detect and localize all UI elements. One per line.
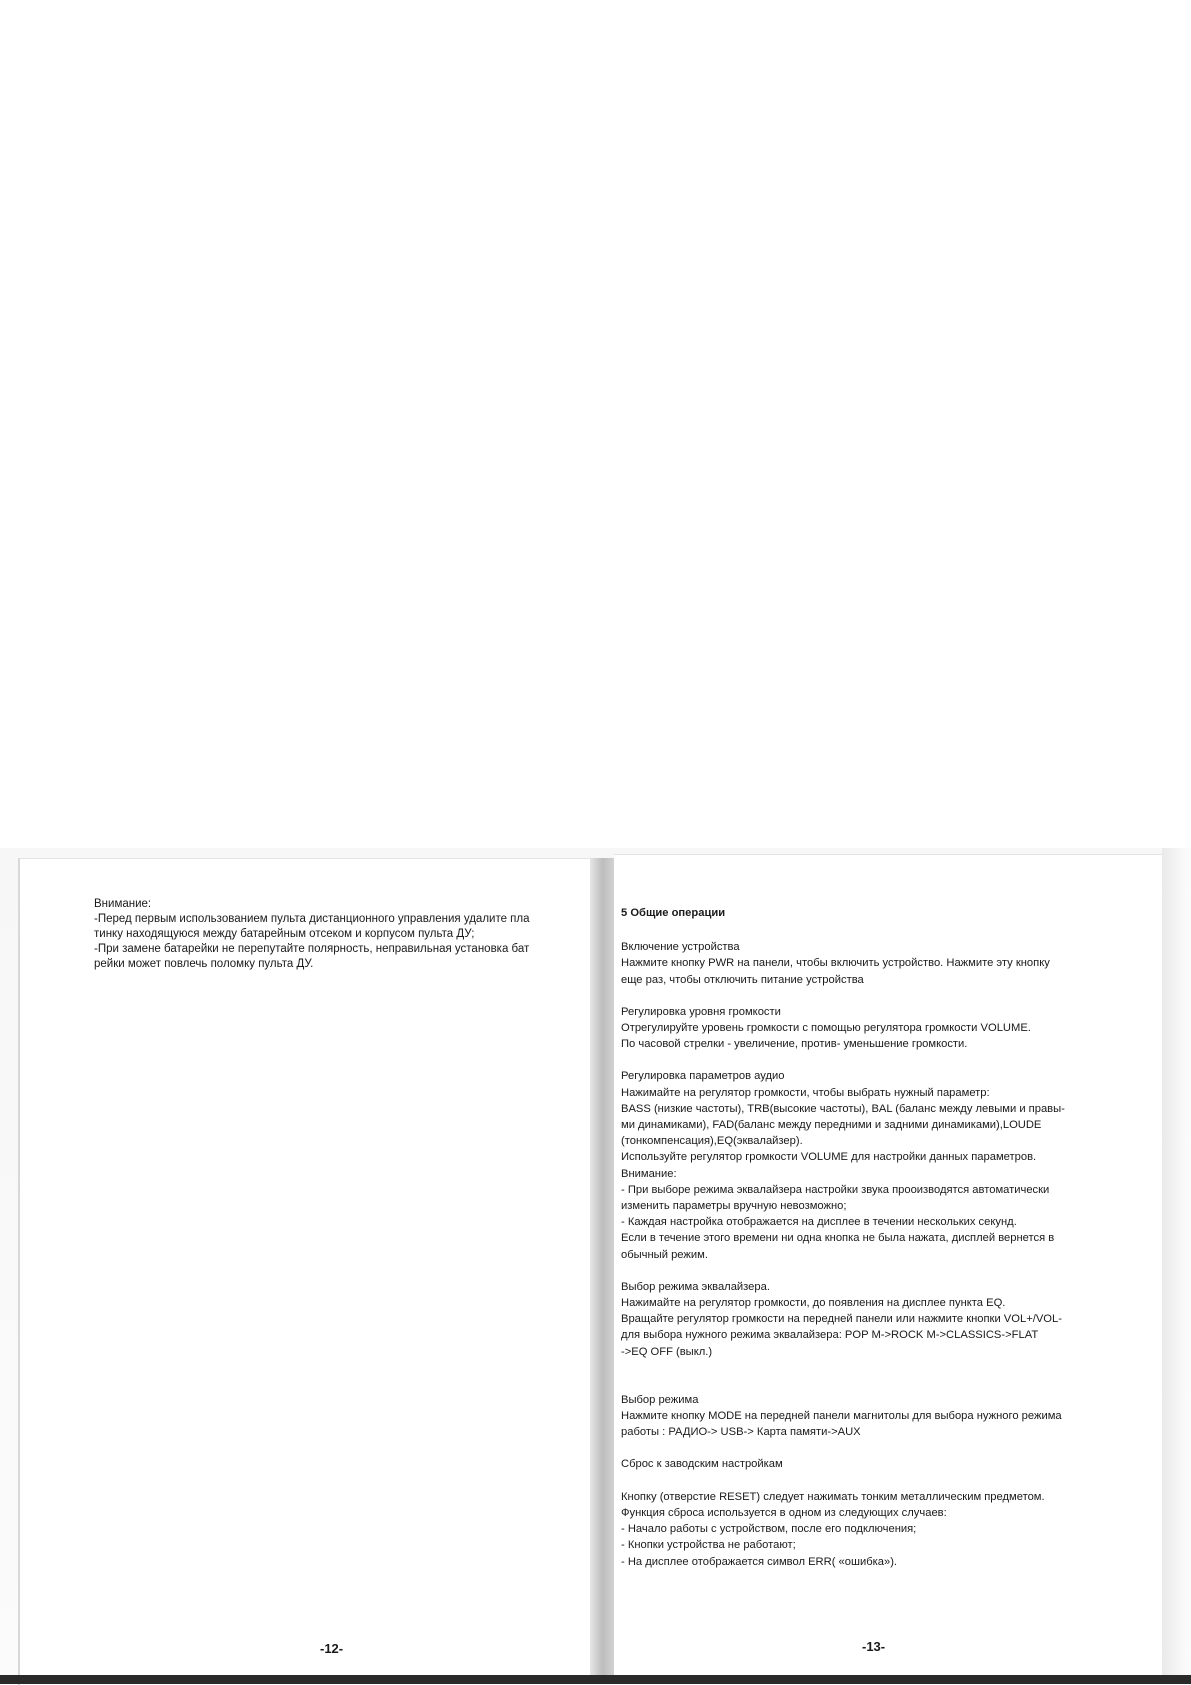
notice-line: -При замене батарейки не перепутайте полярность, неправильная установка бат (94, 943, 530, 955)
notice-line: рейки может повлечь поломку пульта ДУ. (94, 958, 314, 970)
block-heading: Регулировка уровня громкости (621, 1005, 781, 1018)
right-page (614, 854, 1164, 1685)
text-line: Нажимайте на регулятор громкости, чтобы выбрать нужный параметр: (621, 1086, 990, 1099)
scan-bottom-edge (0, 1675, 1191, 1684)
text-line: - Кнопки устройства не работают; (621, 1539, 796, 1552)
text-line: - Каждая настройка отображается на дисплее в течении нескольких секунд. (621, 1216, 1017, 1229)
text-line: - На дисплее отображается символ ERR( «ошибка»). (621, 1555, 898, 1568)
text-line: Нажмите кнопку PWR на панели, чтобы включить устройство. Нажмите эту кнопку (621, 957, 1050, 970)
block-heading: Включение устройства (621, 941, 740, 954)
block-reset-heading (621, 1456, 1156, 1472)
right-page-content (621, 905, 1156, 1586)
text-line: Вращайте регулятор громкости на передней панели или нажмите кнопки VOL+/VOL- (621, 1313, 1062, 1326)
text-line: Кнопку (отверстие RESET) следует нажимать тонким металлическим предметом. (621, 1490, 1045, 1503)
text-line: Отрегулируйте уровень громкости с помощью регулятора громкости VOLUME. (621, 1022, 1031, 1035)
page-edge (1162, 848, 1191, 1684)
text-line: BASS (низкие частоты), TRB(высокие частоты), BAL (баланс между левыми и правы- (621, 1102, 1065, 1115)
text-line: изменить параметры вручную невозможно; (621, 1200, 847, 1213)
text-line: для выбора нужного режима эквалайзера: POP M->ROCK M->CLASSICS->FLAT (621, 1329, 1039, 1342)
block-equalizer (621, 1279, 1156, 1360)
block-audio-params (621, 1068, 1156, 1262)
block-heading: Сброс к заводским настройкам (621, 1458, 783, 1471)
text-line: Нажмите кнопку MODE на передней панели магнитолы для выбора нужного режима (621, 1410, 1062, 1423)
text-line: - Начало работы с устройством, после его подключения; (621, 1523, 917, 1536)
page-number-left: -12- (320, 1641, 344, 1656)
text-line: ми динамиками), FAD(баланс между передними и задними динамиками),LOUDE (621, 1119, 1042, 1132)
notice-line: Внимание: (94, 898, 152, 910)
left-page (18, 858, 595, 1685)
text-line: Функция сброса используется в одном из следующих случаев: (621, 1506, 947, 1519)
section-title: 5 Общие операции (621, 907, 726, 919)
notice-line: -Перед первым использованием пульта дистанционного управления удалите пла (94, 913, 530, 925)
page-number-right: -13- (862, 1639, 886, 1654)
text-line: работы : РАДИО-> USB-> Карта памяти->AUX (621, 1426, 861, 1439)
block-heading: Выбор режима (621, 1393, 699, 1406)
text-line: ->EQ OFF (выкл.) (621, 1345, 713, 1358)
block-mode (621, 1392, 1156, 1441)
block-heading: Выбор режима эквалайзера. (621, 1280, 770, 1293)
text-line: обычный режим. (621, 1248, 708, 1261)
notice-block (94, 897, 595, 972)
block-reset (621, 1489, 1156, 1570)
text-line: (тонкомпенсация),EQ(эквалайзер). (621, 1135, 803, 1148)
text-line: - При выборе режима эквалайзера настройки звука проoизводятся автоматически (621, 1183, 1050, 1196)
text-line: Внимание: (621, 1167, 677, 1180)
block-power (621, 939, 1156, 988)
text-line: Нажимайте на регулятор громкости, до появления на дисплее пункта EQ. (621, 1297, 1006, 1310)
block-heading: Регулировка параметров аудио (621, 1070, 785, 1083)
text-line: Если в течение этого времени ни одна кнопка не была нажата, дисплей вернется в (621, 1232, 1055, 1245)
block-volume (621, 1004, 1156, 1053)
text-line: еще раз, чтобы отключить питание устройства (621, 973, 864, 986)
text-line: Используйте регулятор громкости VOLUME для настройки данных параметров. (621, 1151, 1037, 1164)
notice-line: тинку находящуюся между батарейным отсеком и корпусом пульта ДУ; (94, 928, 475, 940)
text-line: По часовой стрелки - увеличение, против- уменьшение громкости. (621, 1038, 968, 1051)
